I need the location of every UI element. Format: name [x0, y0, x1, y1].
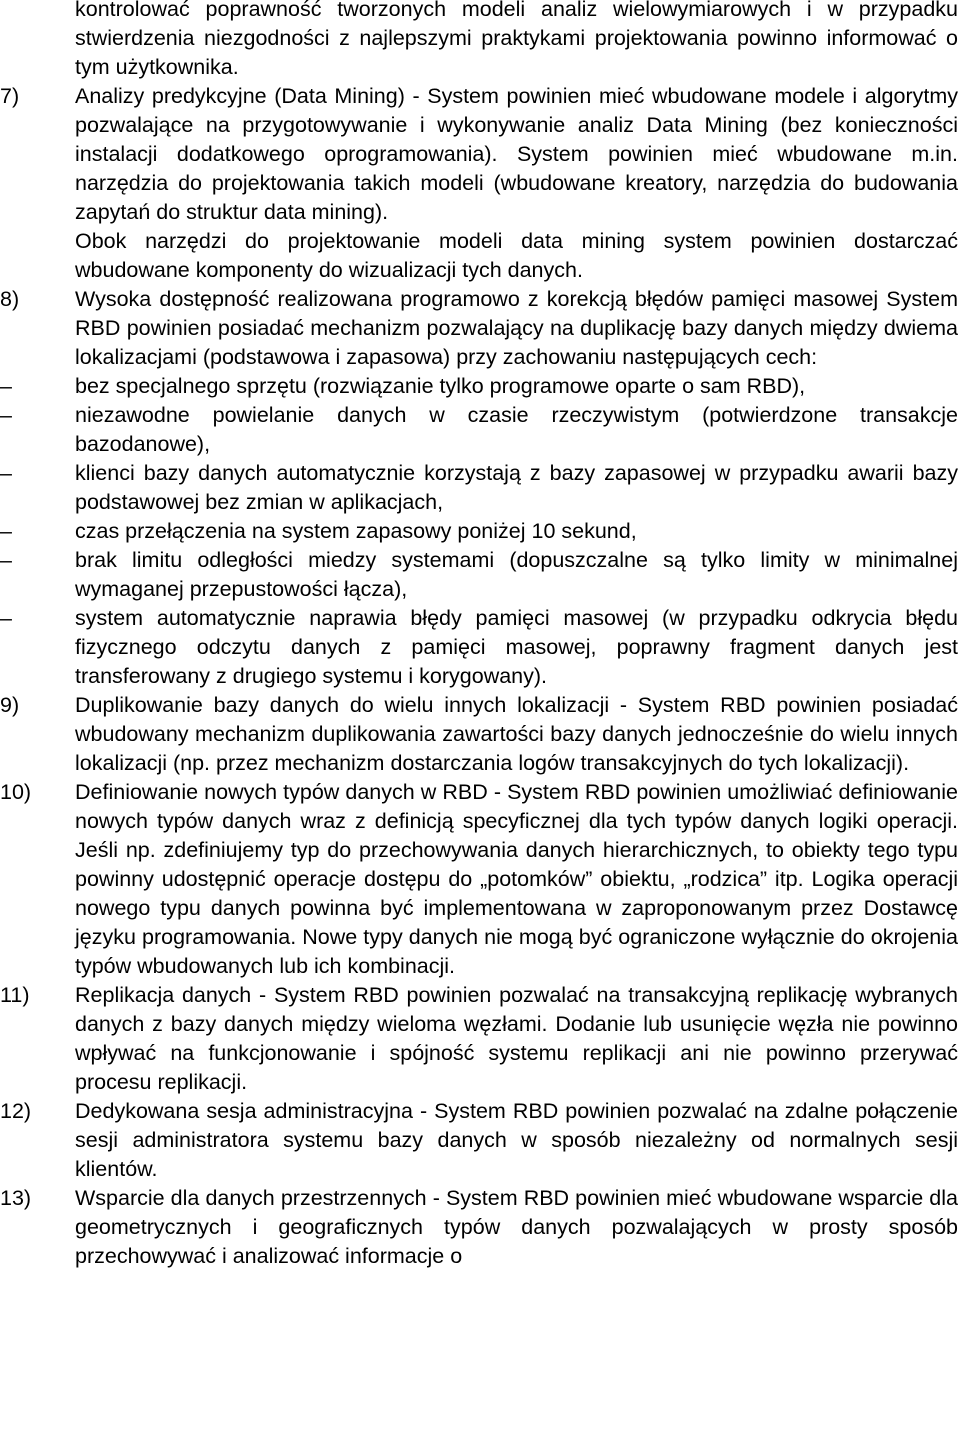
bullet-text: system automatycznie naprawia błędy pamięci masowej (w przypadku odkrycia błędu fizycznego odczytu danych z pamięci masowej, poprawny fragment danych jest transferowany z drugiego systemu i korygowany). [75, 606, 958, 688]
intro-paragraph: kontrolować poprawność tworzonych modeli analiz wielowymiarowych i w przypadku stwierdzenia niezgodności z najlepszymi praktykami projektowania powinno informować o tym użytkownika. [75, 0, 958, 79]
item-paragraph: Replikacja danych - System RBD powinien pozwalać na transakcyjną replikację wybranych danych z bazy danych między wieloma węzłami. Dodanie lub usunięcie węzła nie powinno wpływać na funkcjonowanie i spójność systemu replikacji ani nie powinno przerywać procesu replikacji. [75, 983, 958, 1094]
list-item-13 [0, 1184, 958, 1271]
item-paragraph: Obok narzędzi do projektowanie modeli data mining system powinien dostarczać wbudowane komponenty do wizualizacji tych danych. [75, 229, 958, 282]
bullet-text: brak limitu odległości miedzy systemami (dopuszczalne są tylko limity w minimalnej wymaganej przepustowości łącza), [75, 548, 958, 601]
bullet-item [0, 546, 958, 604]
dash-bullet-icon: – [0, 374, 12, 398]
dash-bullet-icon: – [0, 548, 12, 572]
bullet-item [0, 372, 958, 401]
bullet-text: czas przełączenia na system zapasowy poniżej 10 sekund, [75, 519, 637, 543]
bullet-item [0, 604, 958, 691]
item-paragraph: Definiowanie nowych typów danych w RBD - System RBD powinien umożliwiać definiowanie nowych typów danych wraz z definicją specyficznej dla tych typów danych logiki operacji. Jeśli np. zdefiniujemy typ do przechowywania danych hierarchicznych, to obiekty tego typu powinny udostępnić operacje dostępu do „potomków” obiektu, „rodzica” itp. Logika operacji nowego typu danych powinna być implementowana w zaproponowanym przez Dostawcę języku programowania. Nowe typy danych nie mogą być ograniczone wyłącznie do okrojenia typów wbudowanych lub ich kombinacji. [75, 780, 958, 978]
item-paragraph: Duplikowanie bazy danych do wielu innych lokalizacji - System RBD powinien posiadać wbudowany mechanizm duplikowania zawartości bazy danych jednocześnie do wielu innych lokalizacji (np. przez mechanizm dostarczania logów transakcyjnych do tych lokalizacji). [75, 693, 958, 775]
list-item-7 [0, 82, 958, 285]
item-paragraph: Analizy predykcyjne (Data Mining) - System powinien mieć wbudowane modele i algorytmy pozwalające na przygotowywanie i wykonywanie analiz Data Mining (bez konieczności instalacji dodatkowego oprogramowania). System powinien mieć wbudowane m.in. narzędzia do projektowania takich modeli (wbudowane kreatory, narzędzia do budowania zapytań do struktur data mining). [75, 84, 958, 224]
list-item-12 [0, 1097, 958, 1184]
item-number: 10) [0, 780, 32, 804]
list-item-9 [0, 691, 958, 778]
dash-bullet-icon: – [0, 403, 12, 427]
item-paragraph: Wsparcie dla danych przestrzennych - System RBD powinien mieć wbudowane wsparcie dla geometrycznych i geograficznych typów danych pozwalających w prosty sposób przechowywać i analizować informacje o [75, 1186, 958, 1268]
bullet-text: klienci bazy danych automatycznie korzystają z bazy zapasowej w przypadku awarii bazy podstawowej bez zmian w aplikacjach, [75, 461, 958, 514]
bullet-text: bez specjalnego sprzętu (rozwiązanie tylko programowe oparte o sam RBD), [75, 374, 806, 398]
list-item-8 [0, 285, 958, 372]
item-number: 11) [0, 983, 30, 1007]
item-number: 7) [0, 84, 20, 108]
item-number: 12) [0, 1099, 32, 1123]
item-number: 13) [0, 1186, 32, 1210]
list-item-11 [0, 981, 958, 1097]
item-number: 8) [0, 287, 20, 311]
item-paragraph: Dedykowana sesja administracyjna - System RBD powinien pozwalać na zdalne połączenie sesji administratora systemu bazy danych w sposób niezależny od normalnych sesji klientów. [75, 1099, 958, 1181]
bullet-item [0, 401, 958, 459]
dash-bullet-icon: – [0, 606, 12, 630]
dash-bullet-icon: – [0, 461, 12, 485]
bullet-item [0, 459, 958, 517]
bullet-item [0, 517, 958, 546]
dash-bullet-icon: – [0, 519, 12, 543]
bullet-text: niezawodne powielanie danych w czasie rzeczywistym (potwierdzone transakcje bazodanowe), [75, 403, 958, 456]
list-item-10 [0, 778, 958, 981]
item-number: 9) [0, 693, 20, 717]
item-paragraph: Wysoka dostępność realizowana programowo z korekcją błędów pamięci masowej System RBD powinien posiadać mechanizm pozwalający na duplikację bazy danych między dwiema lokalizacjami (podstawowa i zapasowa) przy zachowaniu następujących cech: [75, 287, 958, 369]
